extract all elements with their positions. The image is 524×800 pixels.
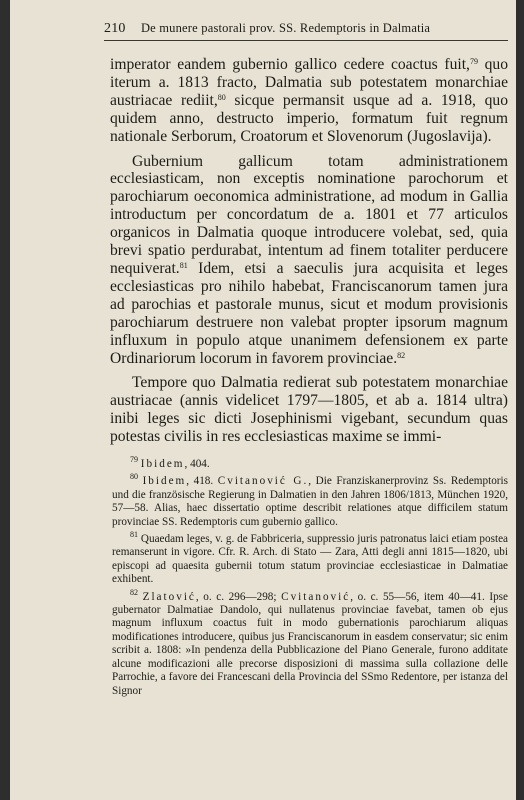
footnote-text: , o. c. 296—298; — [195, 590, 282, 603]
footnote-number: 80 — [130, 472, 138, 482]
paragraph — [110, 374, 508, 446]
book-page — [10, 0, 516, 800]
footnote — [112, 530, 508, 587]
text-run: Idem, etsi a saeculis jura acquisita et leges ecclesiasticas pro nihilo habebat, Franciscanorum tamen jura ad parochias et pastorale munus, sicut et modum provisionis parochiarum destruere non valebat propter ipsorum magnum influxum in populo atque unanimem defensionem ex parte Ordinariorum locorum in favorem provinciae. — [110, 259, 508, 367]
text-run: imperator eandem gubernio gallico cedere coactus fuit, — [110, 56, 470, 73]
footnote-text: , o. c. 55—56, item 40—41. Ipse gubernator Dalmatiae Dandolo, qui nullatenus provinciae favebat, tamen ob ejus magnum influxum coactus fuit in modo gubernationis parochiarum aliquas modificationes introducere, quibus jus Franciscanorum in easdem conservatur; sic enim scribit a. 1808: »In pendenza della Pubblicazione del Piano Generale, furono additate alcune modificazioni alle precorse disposizioni di massima sulla collazione delle Parrochie, a favore dei Francescani della Provincia del SSmo Redentore, per istanza del Signor — [112, 590, 508, 697]
running-header — [104, 21, 508, 41]
footnote-text: Quaedam leges, v. g. de Fabbriceria, suppressio juris patronatus laici etiam postea remanserunt in vigore. Cfr. R. Arch. di Stato — Zara, Atti degli anni 1815—1820, ubi episcopi ad quaesita gubernii totum statum provinciae ecclesiasticae in Dalmatiae exhibent. — [112, 533, 508, 586]
page-number: 210 — [104, 21, 126, 36]
footnote — [112, 455, 508, 471]
footnote-text: , Die Franziskanerprovinz Ss. Redemptoris und die französische Regierung in Dalmatien in den Jahren 1806/1813, München 1920, 57—58. Alias, haec dissertatio optime describit relationes atque difficilem statum provinciae SS. Redemptoris cum gubernio gallico. — [112, 475, 508, 528]
footnote-author: Cvitanović — [281, 590, 351, 603]
footnotes — [112, 455, 508, 698]
text-run: Gubernium gallicum totam administrationem ecclesiasticam, non exceptis nominatione parochorum et parochiarum oeconomica administratione, ad modum in Gallia introductum per concordatum de a. 1801 et 77 articulos organicos in Dalmatia quoque introducere volebat, sed, quia brevi spatio perdurabat, intentum ad finem totaliter perducere nequiverat. — [110, 152, 508, 277]
text-run: Tempore quo Dalmatia redierat sub potestatem monarchiae austriacae (annis videlicet 1797—1805, et ab a. 1814 ultra) inibi leges sic dicti Josephinismi vigebant, secundum quas potestas civilis in res ecclesiasticas maxime se immi- — [110, 374, 508, 446]
footnote-number: 82 — [130, 587, 138, 597]
text-run: quo iterum a. 1813 fracto, Dalmatia sub potestatem monarchiae austriacae rediit, — [110, 56, 508, 109]
footnote-text: , 404. — [184, 458, 210, 470]
footnote-number: 81 — [130, 530, 138, 540]
footnote-author: Cvitanović G. — [217, 475, 309, 488]
footnote-author: Ibidem — [142, 475, 187, 488]
paragraph — [110, 56, 508, 146]
running-title: De munere pastorali prov. SS. Redemptoris in Dalmatia — [140, 21, 431, 35]
footnote-author: Ibidem — [140, 458, 185, 470]
footnote-ref: 80 — [217, 92, 226, 102]
paragraph — [110, 153, 508, 368]
footnote-number: 79 — [130, 455, 138, 464]
footnote — [112, 587, 508, 698]
main-text — [110, 56, 508, 446]
footnote-text: , 418. — [186, 475, 218, 488]
footnote-ref: 82 — [397, 350, 406, 360]
footnote-ref: 81 — [179, 260, 188, 270]
text-run: sicque permansit usque ad a. 1918, quo quidem anno, destructo imperio, formatum fuit regnum nationale Serborum, Croatorum et Slovenorum (Jugoslavija). — [110, 91, 508, 145]
footnote — [112, 472, 508, 529]
footnote-ref: 79 — [469, 57, 478, 66]
footnote-author: Zlatović — [142, 590, 196, 603]
